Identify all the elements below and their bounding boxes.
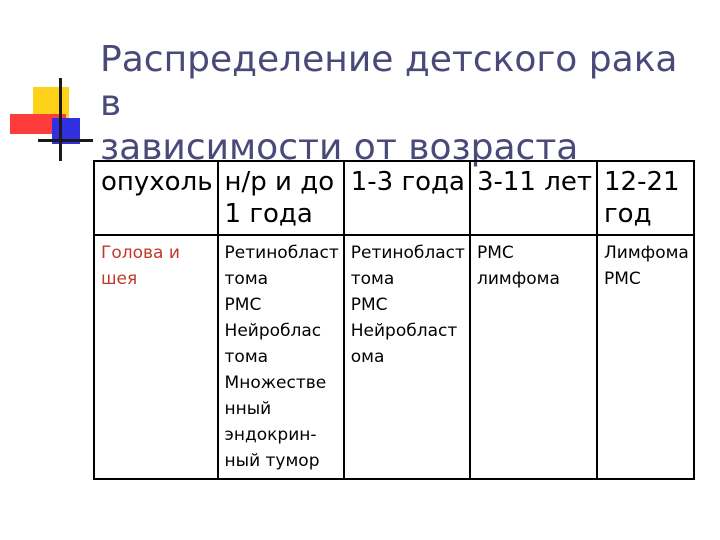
row-label-head-neck: Голова и шея	[94, 235, 218, 479]
header-cell-newborn: н/р и до 1 года	[218, 161, 344, 235]
logo-vertical-line	[59, 78, 62, 161]
slide-title: Распределение детского рака в зависимости от возраста	[100, 39, 678, 168]
header-cell-12-21: 12-21 год	[597, 161, 694, 235]
table-row	[94, 235, 694, 479]
cell-3-11: РМС лимфома	[470, 235, 597, 479]
logo-horizontal-line	[38, 139, 93, 142]
cell-1-3: Ретинобласт тома РМС Нейробласт ома	[344, 235, 470, 479]
cell-12-21: Лимфома РМС	[597, 235, 694, 479]
header-cell-3-11: 3-11 лет	[470, 161, 597, 235]
cell-newborn: Ретинобласт тома РМС Нейроблас тома Множестве нный эндокрин- ный тумор	[218, 235, 344, 479]
header-cell-tumor: опухоль	[94, 161, 218, 235]
age-distribution-table	[93, 160, 695, 480]
table-header-row	[94, 161, 694, 235]
header-cell-1-3: 1-3 года	[344, 161, 470, 235]
